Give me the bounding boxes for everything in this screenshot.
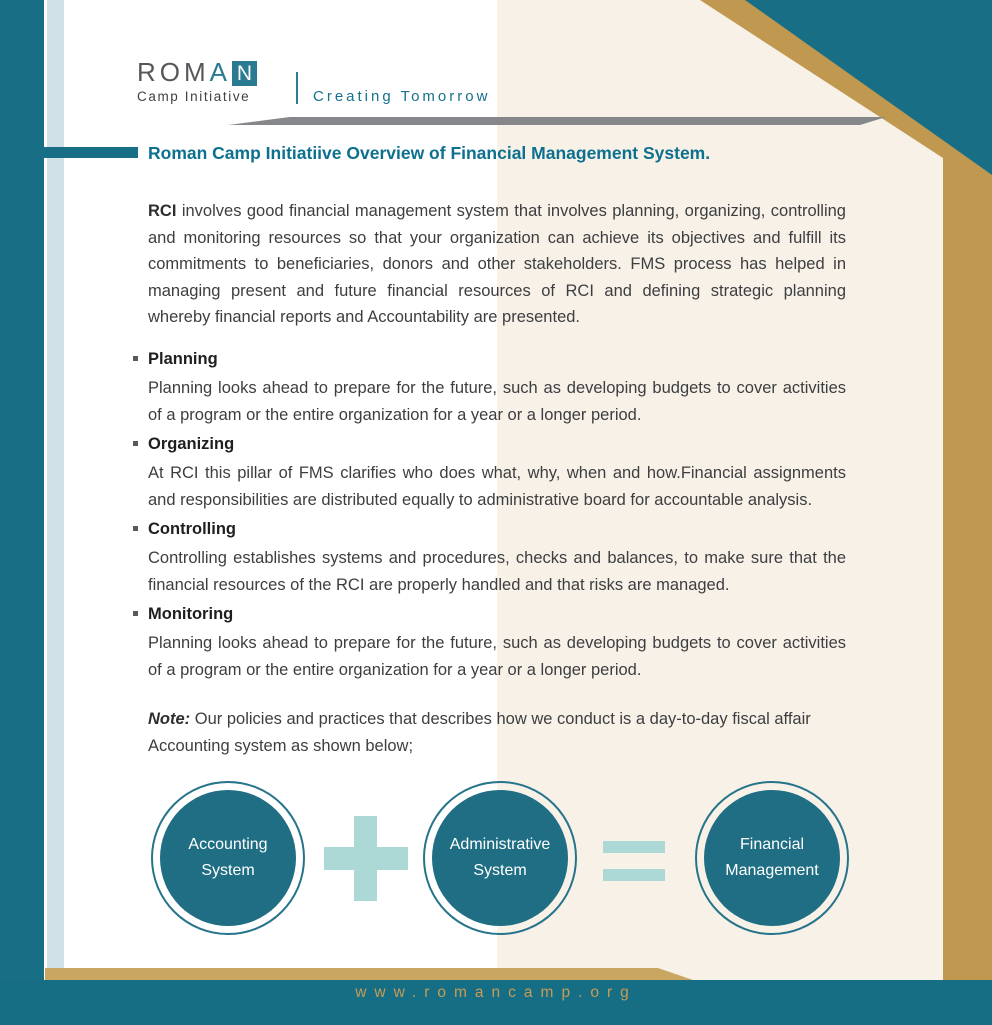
pillar-heading-monitoring: Monitoring (133, 605, 846, 624)
plus-icon (324, 816, 408, 901)
circle-label-line1: Financial (739, 836, 805, 853)
page-title: Roman Camp Initiatiive Overview of Financial Management System. (148, 143, 711, 163)
note-paragraph (148, 706, 848, 759)
circle-accounting-system (151, 781, 305, 935)
bullet-square-icon (133, 611, 138, 616)
left-lightblue-strip (47, 0, 64, 968)
pillar-body-controlling: Controlling establishes systems and procedures, checks and balances, to make sure that the financial resources of the RCI are properly handled and that risks are managed. (148, 549, 846, 594)
logo-letter-accent: A (209, 57, 232, 87)
pillar-heading-organizing: Organizing (133, 435, 846, 454)
pillar-body-monitoring: Planning looks ahead to prepare for the future, such as developing budgets to cover activities of a program or the entire organization for a year or a longer period. (148, 634, 846, 679)
logo-letters-gray: ROM (137, 57, 210, 87)
intro-text: involves good financial management system that involves planning, organizing, controlling and monitoring resources so that your organization can achieve its objectives and fulfill its commitments to beneficiaries, donors and other stakeholders. FMS process has helped in managing present and future financial resources of RCI and defining strategic planning whereby financial reports and Accountability are presented. (148, 202, 846, 326)
pillar-list (133, 350, 846, 690)
bullet-square-icon (133, 356, 138, 361)
circle-financial-management (695, 781, 849, 935)
pillar-body-planning: Planning looks ahead to prepare for the future, such as developing budgets to cover activities of a program or the entire organization for a year or a longer period. (148, 379, 846, 424)
note-text: Our policies and practices that describes how we conduct is a day-to-day fiscal affair Accounting system as shown below; (148, 710, 811, 755)
note-label: Note: (148, 710, 191, 728)
bullet-square-icon (133, 526, 138, 531)
circle-label-line2: Management (725, 862, 819, 879)
logo-letter-box: N (232, 61, 257, 86)
footer-url: www.romancamp.org (355, 984, 637, 1001)
tagline-divider (296, 72, 298, 104)
intro-lead: RCI (148, 202, 177, 220)
title-accent-bar (44, 147, 138, 158)
circle-label-line1: Administrative (449, 836, 551, 853)
logo (137, 58, 257, 104)
bottom-gold-strip (45, 968, 693, 980)
logo-subtitle: Camp Initiative (137, 89, 251, 104)
equals-icon (603, 841, 665, 881)
circle-label-line1: Accounting (188, 836, 268, 853)
pillar-heading-planning: Planning (133, 350, 846, 369)
tagline: Creating Tomorrow (313, 88, 491, 105)
pillar-heading-controlling: Controlling (133, 520, 846, 539)
logo-wordmark (137, 58, 257, 86)
circle-label-line2: System (201, 862, 255, 879)
bullet-square-icon (133, 441, 138, 446)
circle-label-line2: System (473, 862, 527, 879)
circle-administrative-system (423, 781, 577, 935)
left-teal-border (0, 0, 44, 1025)
pillar-body-organizing: At RCI this pillar of FMS clarifies who does what, why, when and how.Financial assignments and responsibilities are distributed equally to administrative board for accountable analysis. (148, 464, 846, 509)
header-swoosh-line (228, 117, 886, 125)
intro-paragraph (148, 198, 846, 331)
